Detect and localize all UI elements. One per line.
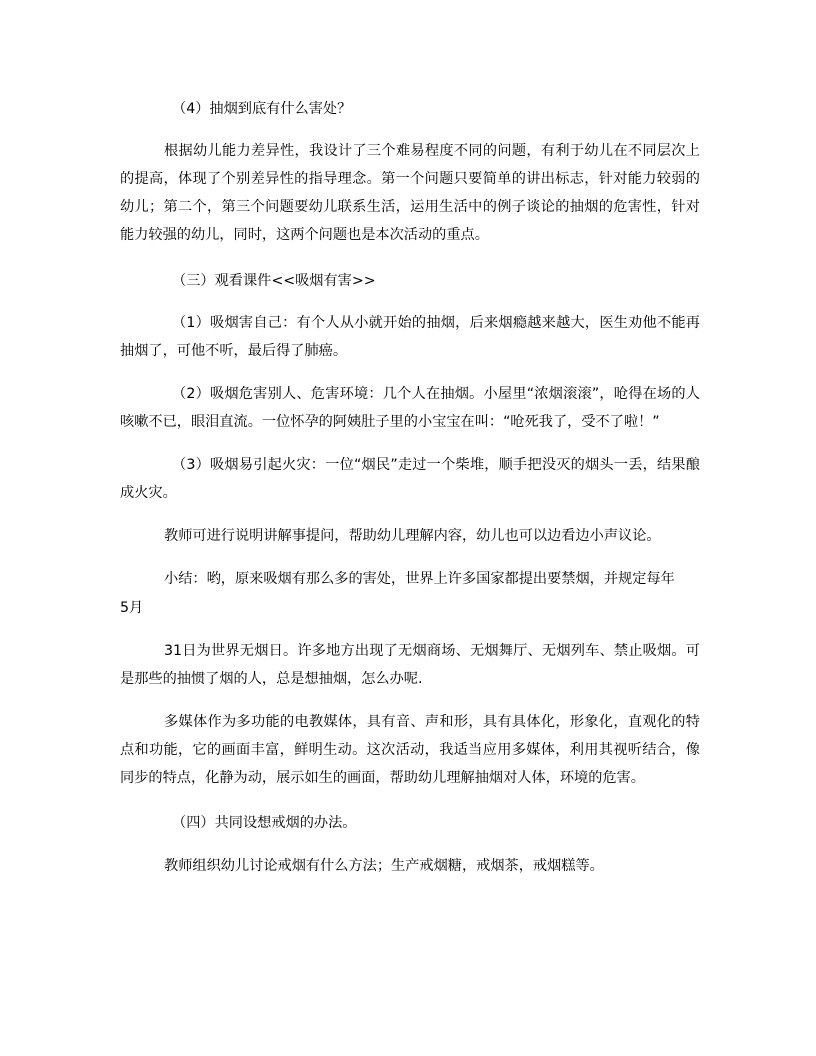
item-2-paragraph: （2）吸烟危害别人、危害环境：几个人在抽烟。小屋里“浓烟滚滚”，呛得在场的人咳嗽不已，眼泪直流。一位怀孕的阿姨肚子里的小宝宝在叫：“呛死我了，受不了啦！” xyxy=(120,386,700,430)
item-1-paragraph: （1）吸烟害自己：有个人从小就开始的抽烟，后来烟瘾越来越大，医生劝他不能再抽烟了，可他不听，最后得了肺癌。 xyxy=(120,315,700,359)
section-3-heading: （三）观看课件<<吸烟有害>> xyxy=(172,273,376,289)
multimedia-paragraph: 多媒体作为多功能的电教媒体，具有音、声和形，具有具体化，形象化，直观化的特点和功能，它的画面丰富，鲜明生动。这次活动，我适当应用多媒体，利用其视听结合，像同步的特点，化静为动，展示如生的画面，帮助幼儿理解抽烟对人体，环境的危害。 xyxy=(120,714,700,786)
item-3-paragraph: （3）吸烟易引起火灾：一位“烟民”走过一个柴堆，顺手把没灭的烟头一丢，结果酿成火灾。 xyxy=(120,457,700,501)
summary-date-fragment: 5月 xyxy=(120,600,144,616)
design-rationale-paragraph: 根据幼儿能力差异性，我设计了三个难易程度不同的问题，有利于幼儿在不同层次上的提高，体现了个别差异性的指导理念。第一个问题只要简单的讲出标志，针对能力较弱的幼儿；第二个，第三个问题要幼儿联系生活，运用生活中的例子谈论的抽烟的危害性，针对能力较强的幼儿，同时，这两个问题也是本次活动的重点。 xyxy=(120,143,700,243)
question-4: （4）抽烟到底有什么害处？ xyxy=(172,101,352,117)
teacher-explain-paragraph: 教师可进行说明讲解事提问，帮助幼儿理解内容，幼儿也可以边看边小声议论。 xyxy=(164,528,661,544)
section-4-heading: （四）共同设想戒烟的办法。 xyxy=(172,815,357,831)
no-smoking-day-paragraph: 31日为世界无烟日。许多地方出现了无烟商场、无烟舞厅、无烟列车、禁止吸烟。可是那些的抽惯了烟的人，总是想抽烟，怎么办呢. xyxy=(120,643,700,687)
summary-paragraph: 小结：哟，原来吸烟有那么多的害处，世界上许多国家都提出要禁烟，并规定每年 xyxy=(164,571,675,587)
quit-methods-paragraph: 教师组织幼儿讨论戒烟有什么方法；生产戒烟糖，戒烟茶，戒烟糕等。 xyxy=(164,858,604,874)
